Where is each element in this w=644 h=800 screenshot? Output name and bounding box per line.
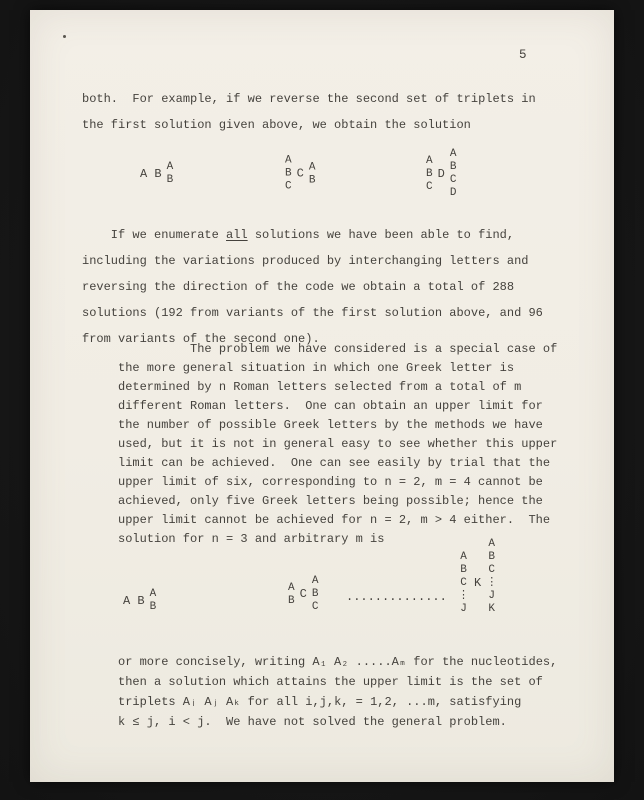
paragraph-example	[82, 86, 536, 138]
paragraph-conclusion	[118, 652, 557, 732]
letter-stack: A B C	[426, 154, 433, 193]
text-line: k ≤ j, i < j. We have not solved the general problem.	[118, 715, 507, 729]
text-line: different Roman letters. One can obtain an upper limit for	[118, 399, 543, 413]
text-line: reversing the direction of the code we obtain a total of 288	[82, 280, 515, 294]
text-line: upper limit cannot be achieved for n = 2, m > 4 either. The	[118, 513, 551, 527]
notation-text: C	[299, 587, 307, 601]
notation-group	[426, 148, 456, 200]
letter-stack: A B	[149, 588, 157, 613]
text-line: the number of possible Greek letters by the methods we have	[118, 418, 543, 432]
triplet-notation-row-2	[30, 508, 614, 616]
notation-group	[346, 591, 447, 604]
notation-group	[288, 575, 318, 614]
notation-text: ..............	[346, 590, 447, 604]
notation-group	[285, 155, 315, 194]
text-line: The problem we have considered is a special case of	[118, 342, 558, 356]
text-line: If we enumerate all solutions we have been able to find,	[82, 228, 515, 242]
notation-text: A B	[140, 166, 162, 181]
page-number: 5	[519, 48, 527, 62]
notation-group	[140, 161, 173, 187]
text-line: limit can be achieved. One can see easily by trial that the	[118, 456, 551, 470]
notation-text: A B	[123, 593, 145, 608]
notation-text: C	[296, 166, 304, 181]
notation-text: K	[474, 576, 482, 590]
triplet-notation-row-1	[30, 138, 614, 210]
text-line: from variants of the second one).	[82, 332, 320, 346]
letter-stack: A B C ⋮ J	[458, 551, 469, 615]
text-line: triplets Aᵢ Aⱼ Aₖ for all i,j,k, = 1,2, ...m, satisfying	[118, 695, 522, 709]
letter-stack: A B C D	[449, 148, 457, 199]
letter-stack: A B	[288, 581, 295, 607]
text-line: solutions (192 from variants of the first solution above, and 96	[82, 306, 543, 320]
scan-artifact-dot	[63, 35, 66, 38]
text-line: solution for n = 3 and arbitrary m is	[118, 532, 385, 546]
letter-stack: A B C	[311, 575, 319, 613]
text-line: both. For example, if we reverse the second set of triplets in	[82, 92, 536, 106]
letter-stack: A B C ⋮ J K	[486, 538, 498, 615]
text-line: including the variations produced by interchanging letters and	[82, 254, 529, 268]
text-line: then a solution which attains the upper limit is the set of	[118, 675, 543, 689]
notation-text: D	[437, 166, 445, 181]
letter-stack: A B	[308, 161, 316, 186]
paragraph-enumeration	[82, 222, 543, 352]
text-line: the more general situation in which one Greek letter is	[118, 361, 515, 375]
manuscript-page	[30, 10, 614, 782]
text-line: used, but it is not in general easy to see whether this upper	[118, 437, 558, 451]
notation-group	[458, 538, 497, 616]
text-line: determined by n Roman letters selected from a total of m	[118, 380, 522, 394]
text-line: the first solution given above, we obtain the solution	[82, 118, 471, 132]
letter-stack: A B C	[285, 154, 292, 193]
text-line: or more concisely, writing A₁ A₂ .....Aₘ for the nucleotides,	[118, 655, 558, 669]
text-line: achieved, only five Greek letters being possible; hence the	[118, 494, 543, 508]
text-line: upper limit of six, corresponding to n = 2, m = 4 cannot be	[118, 475, 543, 489]
letter-stack: A B	[166, 161, 174, 186]
notation-group	[123, 588, 156, 614]
